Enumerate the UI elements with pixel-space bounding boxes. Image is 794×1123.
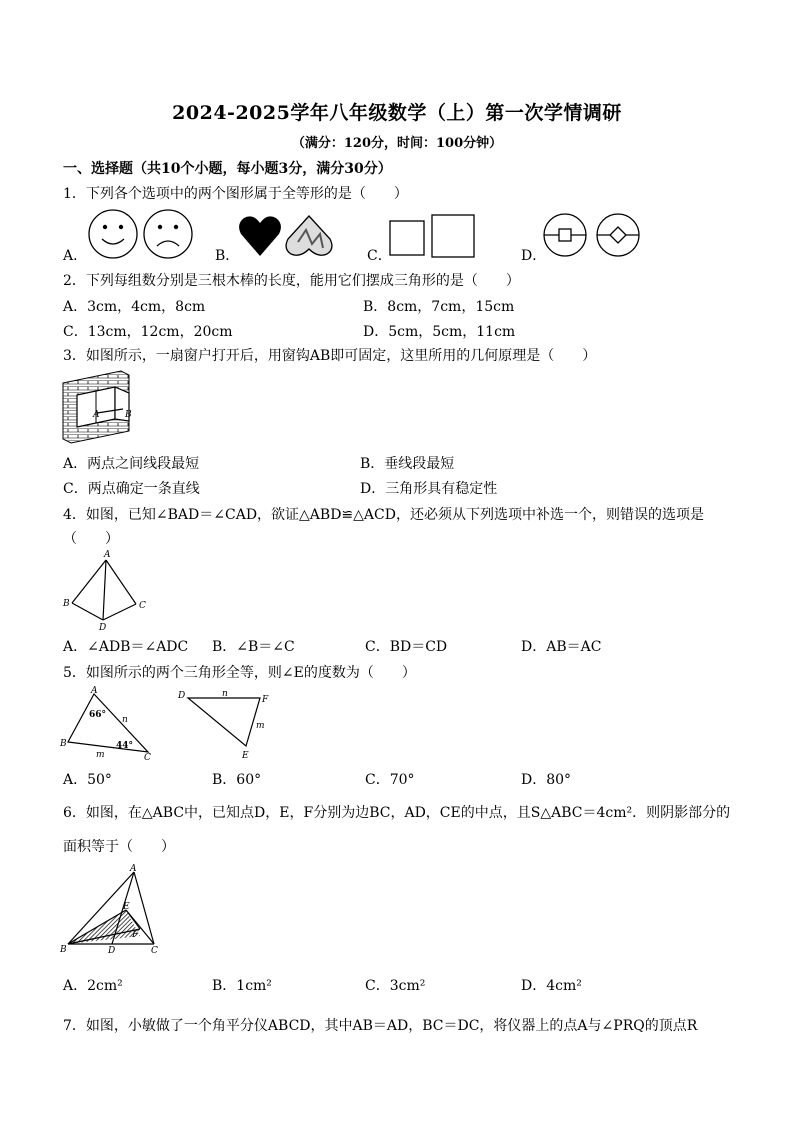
q6-label-c: C <box>151 946 158 956</box>
q5-side-m1: m <box>96 750 105 760</box>
q1-option-b: B． <box>215 248 240 264</box>
q1-stem: 1．下列各个选项中的两个图形属于全等形的是（ ） <box>63 186 408 202</box>
q5-label-e: E <box>242 751 249 761</box>
q3-option-a: A．两点之间线段最短 <box>63 456 200 472</box>
q5-triangle-abc-figure <box>60 684 160 762</box>
q2-option-b: B．8cm，7cm，15cm <box>363 299 515 315</box>
q6-label-e: E <box>123 902 130 912</box>
page-title: 2024-2025学年八年级数学（上）第一次学情调研 <box>172 102 622 124</box>
q6-label-b: B <box>60 945 67 955</box>
q5-label-d: D <box>178 691 186 701</box>
q6-label-f: F <box>132 930 139 940</box>
q4-stem-cont: （ ） <box>63 531 119 547</box>
q3-option-d: D．三角形具有稳定性 <box>360 481 498 497</box>
q4-label-c: C <box>139 601 146 611</box>
q3-stem: 3．如图所示，一扇窗户打开后，用窗钩AB即可固定，这里所用的几何原理是（ ） <box>63 348 597 364</box>
q2-option-c: C．13cm，12cm，20cm <box>63 324 233 340</box>
q4-option-a: A．∠ADB＝∠ADC <box>63 639 189 655</box>
q4-triangle-figure <box>60 550 150 632</box>
q5-label-f: F <box>262 695 269 705</box>
q5-label-a: A <box>91 686 98 696</box>
q5-label-c: C <box>144 753 151 763</box>
q3-label-b: B <box>125 410 132 420</box>
q5-side-m2: m <box>256 721 265 731</box>
q4-label-d: D <box>99 623 107 633</box>
q3-window-figure <box>63 369 135 445</box>
q6-stem-cont: 面积等于（ ） <box>63 839 175 855</box>
q3-label-a: A <box>93 410 100 420</box>
q1-hearts-figure <box>236 212 336 262</box>
q1-squares-figure <box>388 213 478 259</box>
q4-stem: 4．如图，已知∠BAD＝∠CAD，欲证△ABD≌△ACD，还必须从下列选项中补选一个，则错误的选项是 <box>63 507 704 523</box>
q1-option-a: A． <box>63 248 88 264</box>
q5-option-a: A．50° <box>63 772 112 788</box>
q5-side-n1: n <box>122 715 128 725</box>
q2-option-a: A．3cm，4cm，8cm <box>63 299 206 315</box>
q1-option-d: D． <box>521 248 547 264</box>
q1-coins-figure <box>542 211 644 261</box>
page-subtitle: （满分：120分，时间：100分钟） <box>291 136 503 151</box>
q6-label-a: A <box>130 864 137 874</box>
q7-stem: 7．如图，小敏做了一个角平分仪ABCD，其中AB＝AD，BC＝DC，将仪器上的点A与∠PRQ的顶点R <box>63 1018 698 1034</box>
q4-option-b: B．∠B＝∠C <box>212 639 295 655</box>
q6-option-d: D．4cm² <box>521 978 582 994</box>
q2-stem: 2．下列每组数分别是三根木棒的长度，能用它们摆成三角形的是（ ） <box>63 273 520 289</box>
q4-option-d: D．AB＝AC <box>521 639 602 655</box>
q6-label-d: D <box>108 946 116 956</box>
q5-side-n2: n <box>222 689 228 699</box>
q5-stem: 5．如图所示的两个三角形全等，则∠E的度数为（ ） <box>63 665 416 681</box>
q1-faces-figure <box>86 206 196 262</box>
q6-triangle-figure <box>60 862 170 954</box>
q5-option-d: D．80° <box>521 772 572 788</box>
q5-option-c: C．70° <box>365 772 415 788</box>
section-heading: 一、选择题（共10个小题，每小题3分，满分30分） <box>63 161 392 177</box>
q5-angle-c: 44° <box>116 741 134 751</box>
q6-stem: 6．如图，在△ABC中，已知点D，E，F分别为边BC，AD，CE的中点，且S△ABC＝4cm²．则阴影部分的 <box>63 805 731 821</box>
q5-option-b: B．60° <box>212 772 262 788</box>
q5-triangle-def-figure <box>176 684 276 764</box>
q2-option-d: D．5cm，5cm，11cm <box>363 324 516 340</box>
q5-label-b: B <box>60 739 67 749</box>
q3-option-b: B．垂线段最短 <box>360 456 455 472</box>
q6-option-b: B．1cm² <box>212 978 272 994</box>
q1-option-c: C． <box>367 248 392 264</box>
q4-option-c: C．BD＝CD <box>365 639 448 655</box>
q6-option-c: C．3cm² <box>365 978 426 994</box>
q4-label-b: B <box>63 599 70 609</box>
q3-option-c: C．两点确定一条直线 <box>63 481 200 497</box>
q4-label-a: A <box>104 550 111 560</box>
q5-angle-a: 66° <box>89 710 107 720</box>
q6-option-a: A．2cm² <box>63 978 123 994</box>
